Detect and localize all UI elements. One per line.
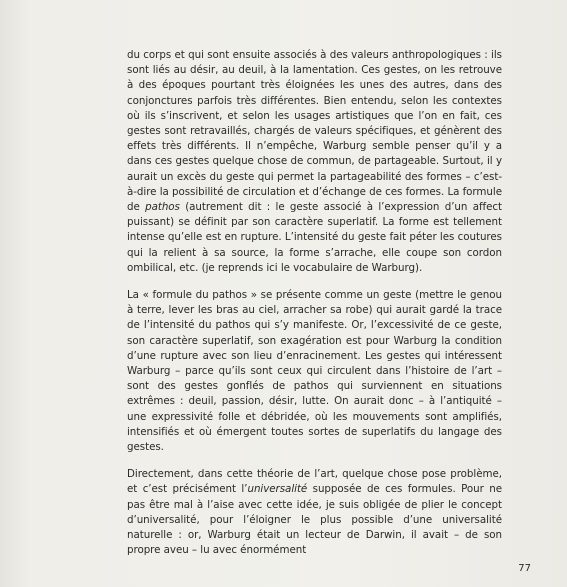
text-run: La « formule du pathos » se présente comme un geste (mettre le genou à terre, lever les bras au ciel, arracher sa robe) qui aurait gardé la trace de l’intensité du pathos qui s’y manifeste. Or, l’excessivité de ce geste, son caractère superlatif, son exagération est pour Warburg la condition d’une rupture avec son lieu d’enracinement. Les gestes qui intéressent Warburg – parce qu’ils sont ceux qui circulent dans l’histoire de l’art – sont des gestes gonflés de pathos qui surviennent en situations extrêmes : deuil, passion, désir, lutte. On aurait donc – à l’antiquité – une expressivité folle et débridée, où les mouvements sont amplifiés, intensifiés et où émergent toutes sortes de superlatifs du langage des gestes. xyxy=(127,289,502,454)
paragraph-2 xyxy=(127,288,502,455)
italic-term-universalite: universalité xyxy=(247,483,308,496)
text-run: Directement, dans cette théorie de l’art, quelque chose pose problème, et c’est précisément l’ xyxy=(127,468,502,496)
text-run: supposée de ces formules. Pour ne pas être mal à l’aise avec cette idée, je suis obligée de plier le concept d’universalité, pour l’éloigner le plus possible d’une universalité naturelle : or, Warburg était un lecteur de Darwin, il avait – de son propre aveu – lu avec énormément xyxy=(127,483,502,557)
paragraph-1 xyxy=(127,48,502,276)
body-text xyxy=(127,48,502,559)
italic-term-pathos: pathos xyxy=(145,201,180,214)
text-run: du corps et qui sont ensuite associés à des valeurs anthropologiques : ils sont liés au désir, au deuil, à la lamentation. Ces gestes, on les retrouve à des époques pourtant très éloignées les unes des autres, dans des conjonctures parfois très différentes. Bien entendu, selon les contextes où ils s’inscrivent, et selon les usages artistiques que l’on en fait, ces gestes sont retravaillés, chargés de valeurs spécifiques, et génèrent des effets très différents. Il n’empêche, Warburg semble penser qu’il y a dans ces gestes quelque chose de commun, de partageable. Surtout, il y aurait un excès du geste qui permet la partageabilité des formes – c’est-à-dire la possibilité de circulation et d’échange de ces formes. La formule de xyxy=(127,49,502,214)
text-run: (autrement dit : le geste associé à l’expression d’un affect puissant) se définit par son caractère superlatif. La forme est tellement intense qu’elle est en rupture. L’intensité du geste fait péter les coutures qui la relient à sa source, la forme s’arrache, elle coupe son cordon ombilical, etc. (je reprends ici le vocabulaire de Warburg). xyxy=(127,201,502,274)
page-number: 77 xyxy=(518,563,531,574)
paragraph-3 xyxy=(127,467,502,558)
